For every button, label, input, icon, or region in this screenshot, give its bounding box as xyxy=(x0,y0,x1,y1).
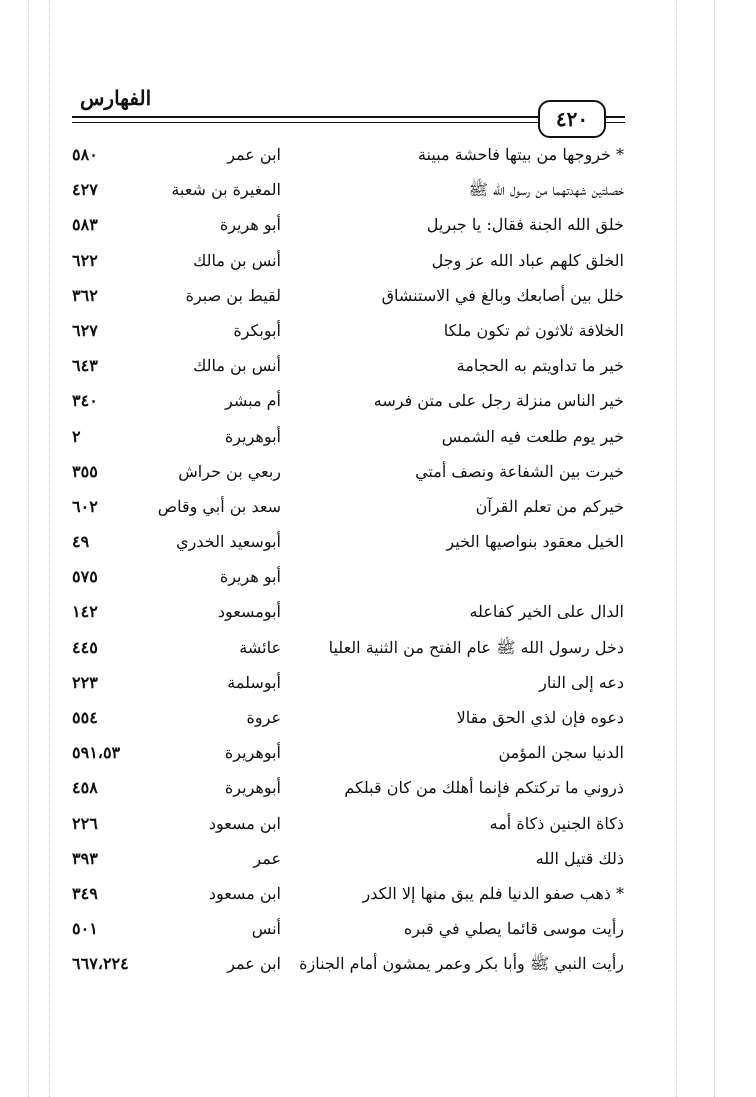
page-ref: ٣٦٢ xyxy=(72,285,98,305)
hadith-text: الدال على الخير كفاعله xyxy=(469,602,624,622)
page-ref: ٦٠٢ xyxy=(72,496,98,516)
hadith-text: ذلك قتيل الله xyxy=(535,848,624,868)
index-row xyxy=(0,142,756,177)
index-row xyxy=(0,951,756,986)
hadith-index-list xyxy=(0,142,756,987)
hadith-text: خلق الله الجنة فقال: يا جبريل xyxy=(426,215,624,235)
narrator: ابن عمر xyxy=(227,954,281,974)
page-ref: ٦٤٣ xyxy=(72,356,98,376)
hadith-text: ذكاة الجنين ذكاة أمه xyxy=(489,813,624,833)
narrator: المغيرة بن شعبة xyxy=(171,180,281,200)
page-ref: ٥٠١ xyxy=(72,919,98,939)
narrator: أبو هريرة xyxy=(219,567,281,587)
index-row xyxy=(0,740,756,775)
index-row xyxy=(0,283,756,318)
hadith-text: الخلافة ثلاثون ثم تكون ملكا xyxy=(443,320,624,340)
index-row xyxy=(0,212,756,247)
narrator: ابن عمر xyxy=(227,145,281,164)
page-ref: ٤٤٥ xyxy=(72,637,98,657)
index-row xyxy=(0,529,756,564)
index-row xyxy=(0,811,756,846)
page-ref: ٣٤٩ xyxy=(72,883,98,903)
index-row xyxy=(0,494,756,529)
page-ref: ٥٨٠ xyxy=(72,145,98,164)
page-ref: ٤٥٨ xyxy=(72,778,98,798)
page-ref: ٥٧٥ xyxy=(72,567,98,587)
hadith-text: خصلتين شهدتهما من رسول الله ﷺ xyxy=(468,180,624,200)
page-number: ٤٢٠ xyxy=(538,100,606,138)
narrator: أبومسعود xyxy=(217,602,281,622)
index-row xyxy=(0,635,756,670)
page-ref: ٢٢٦ xyxy=(72,813,98,833)
running-title: الفهارس xyxy=(80,86,152,110)
hadith-text: ذروني ما تركتكم فإنما أهلك من كان قبلكم xyxy=(344,778,624,798)
page-ref: ٥٨٣ xyxy=(72,215,98,235)
narrator: عائشة xyxy=(239,637,281,657)
index-row xyxy=(0,177,756,212)
narrator: أبوسلمة xyxy=(227,672,281,692)
narrator: عمر xyxy=(253,848,281,868)
page-ref: ٥٩١،٥٣ xyxy=(72,743,121,763)
page-ref: ٣٤٠ xyxy=(72,391,98,411)
hadith-text: الخيل معقود بنواصيها الخير xyxy=(446,532,624,552)
index-row xyxy=(0,599,756,634)
hadith-text: خير ما تداويتم به الحجامة xyxy=(456,356,624,376)
narrator: أنس xyxy=(251,919,281,939)
index-row xyxy=(0,353,756,388)
index-row xyxy=(0,564,756,599)
hadith-text: الدنيا سجن المؤمن xyxy=(498,743,624,763)
index-row xyxy=(0,775,756,810)
narrator: أبو هريرة xyxy=(219,215,281,235)
hadith-text: دعه إلى النار xyxy=(539,672,624,692)
narrator: لقيط بن صبرة xyxy=(185,285,281,305)
index-row xyxy=(0,388,756,423)
narrator: أنس بن مالك xyxy=(193,356,281,376)
page-ref: ٢٢٣ xyxy=(72,672,98,692)
page-ref: ٣٩٣ xyxy=(72,848,98,868)
hadith-text: خير يوم طلعت فيه الشمس xyxy=(441,426,624,446)
index-row xyxy=(0,670,756,705)
index-row xyxy=(0,881,756,916)
hadith-text: رأيت موسى قائما يصلي في قبره xyxy=(403,919,624,939)
index-row xyxy=(0,424,756,459)
narrator: ربعي بن حراش xyxy=(178,461,281,481)
index-row xyxy=(0,248,756,283)
index-row xyxy=(0,916,756,951)
index-row xyxy=(0,705,756,740)
hadith-text: الخلق كلهم عباد الله عز وجل xyxy=(431,250,624,270)
hadith-text: خيرت بين الشفاعة ونصف أمتي xyxy=(415,461,624,481)
hadith-text: دخل رسول الله ﷺ عام الفتح من الثنية العليا xyxy=(328,637,624,657)
hadith-text: رأيت النبي ﷺ وأبا بكر وعمر يمشون أمام الجنازة xyxy=(299,954,624,974)
narrator: أبوهريرة xyxy=(224,426,281,446)
narrator: ابن مسعود xyxy=(208,813,281,833)
page-header xyxy=(0,0,756,135)
narrator: عروة xyxy=(246,708,281,727)
narrator: أم مبشر xyxy=(225,391,281,411)
hadith-text: خير الناس منزلة رجل على متن فرسه xyxy=(373,391,624,411)
page-ref: ٥٥٤ xyxy=(72,708,98,727)
page-ref: ٤٢٧ xyxy=(72,180,98,200)
hadith-text: * ذهب صفو الدنيا فلم يبق منها إلا الكدر xyxy=(362,883,624,903)
narrator: أبوهريرة xyxy=(224,778,281,798)
page-ref: ٤٩ xyxy=(72,532,90,552)
narrator: أبوهريرة xyxy=(224,743,281,763)
narrator: أبوبكرة xyxy=(233,320,281,340)
page-ref: ٦٢٢ xyxy=(72,250,98,270)
page-ref: ٦٢٧ xyxy=(72,320,98,340)
page-ref: ٢ xyxy=(72,426,81,446)
narrator: أنس بن مالك xyxy=(193,250,281,270)
index-row xyxy=(0,459,756,494)
narrator: سعد بن أبي وقاص xyxy=(157,496,281,516)
page-ref: ١٤٢ xyxy=(72,602,98,622)
index-row xyxy=(0,318,756,353)
hadith-text: * خروجها من بيتها فاحشة مبينة xyxy=(417,145,624,164)
hadith-text: خيركم من تعلم القرآن xyxy=(475,496,624,516)
hadith-text: خلل بين أصابعك وبالغ في الاستنشاق xyxy=(381,285,624,305)
narrator: ابن مسعود xyxy=(208,883,281,903)
page-ref: ٦٦٧،٢٢٤ xyxy=(72,954,129,974)
page-ref: ٣٥٥ xyxy=(72,461,98,481)
hadith-text: دعوه فإن لذي الحق مقالا xyxy=(456,708,624,727)
narrator: أبوسعيد الخدري xyxy=(176,532,281,552)
index-row xyxy=(0,846,756,881)
